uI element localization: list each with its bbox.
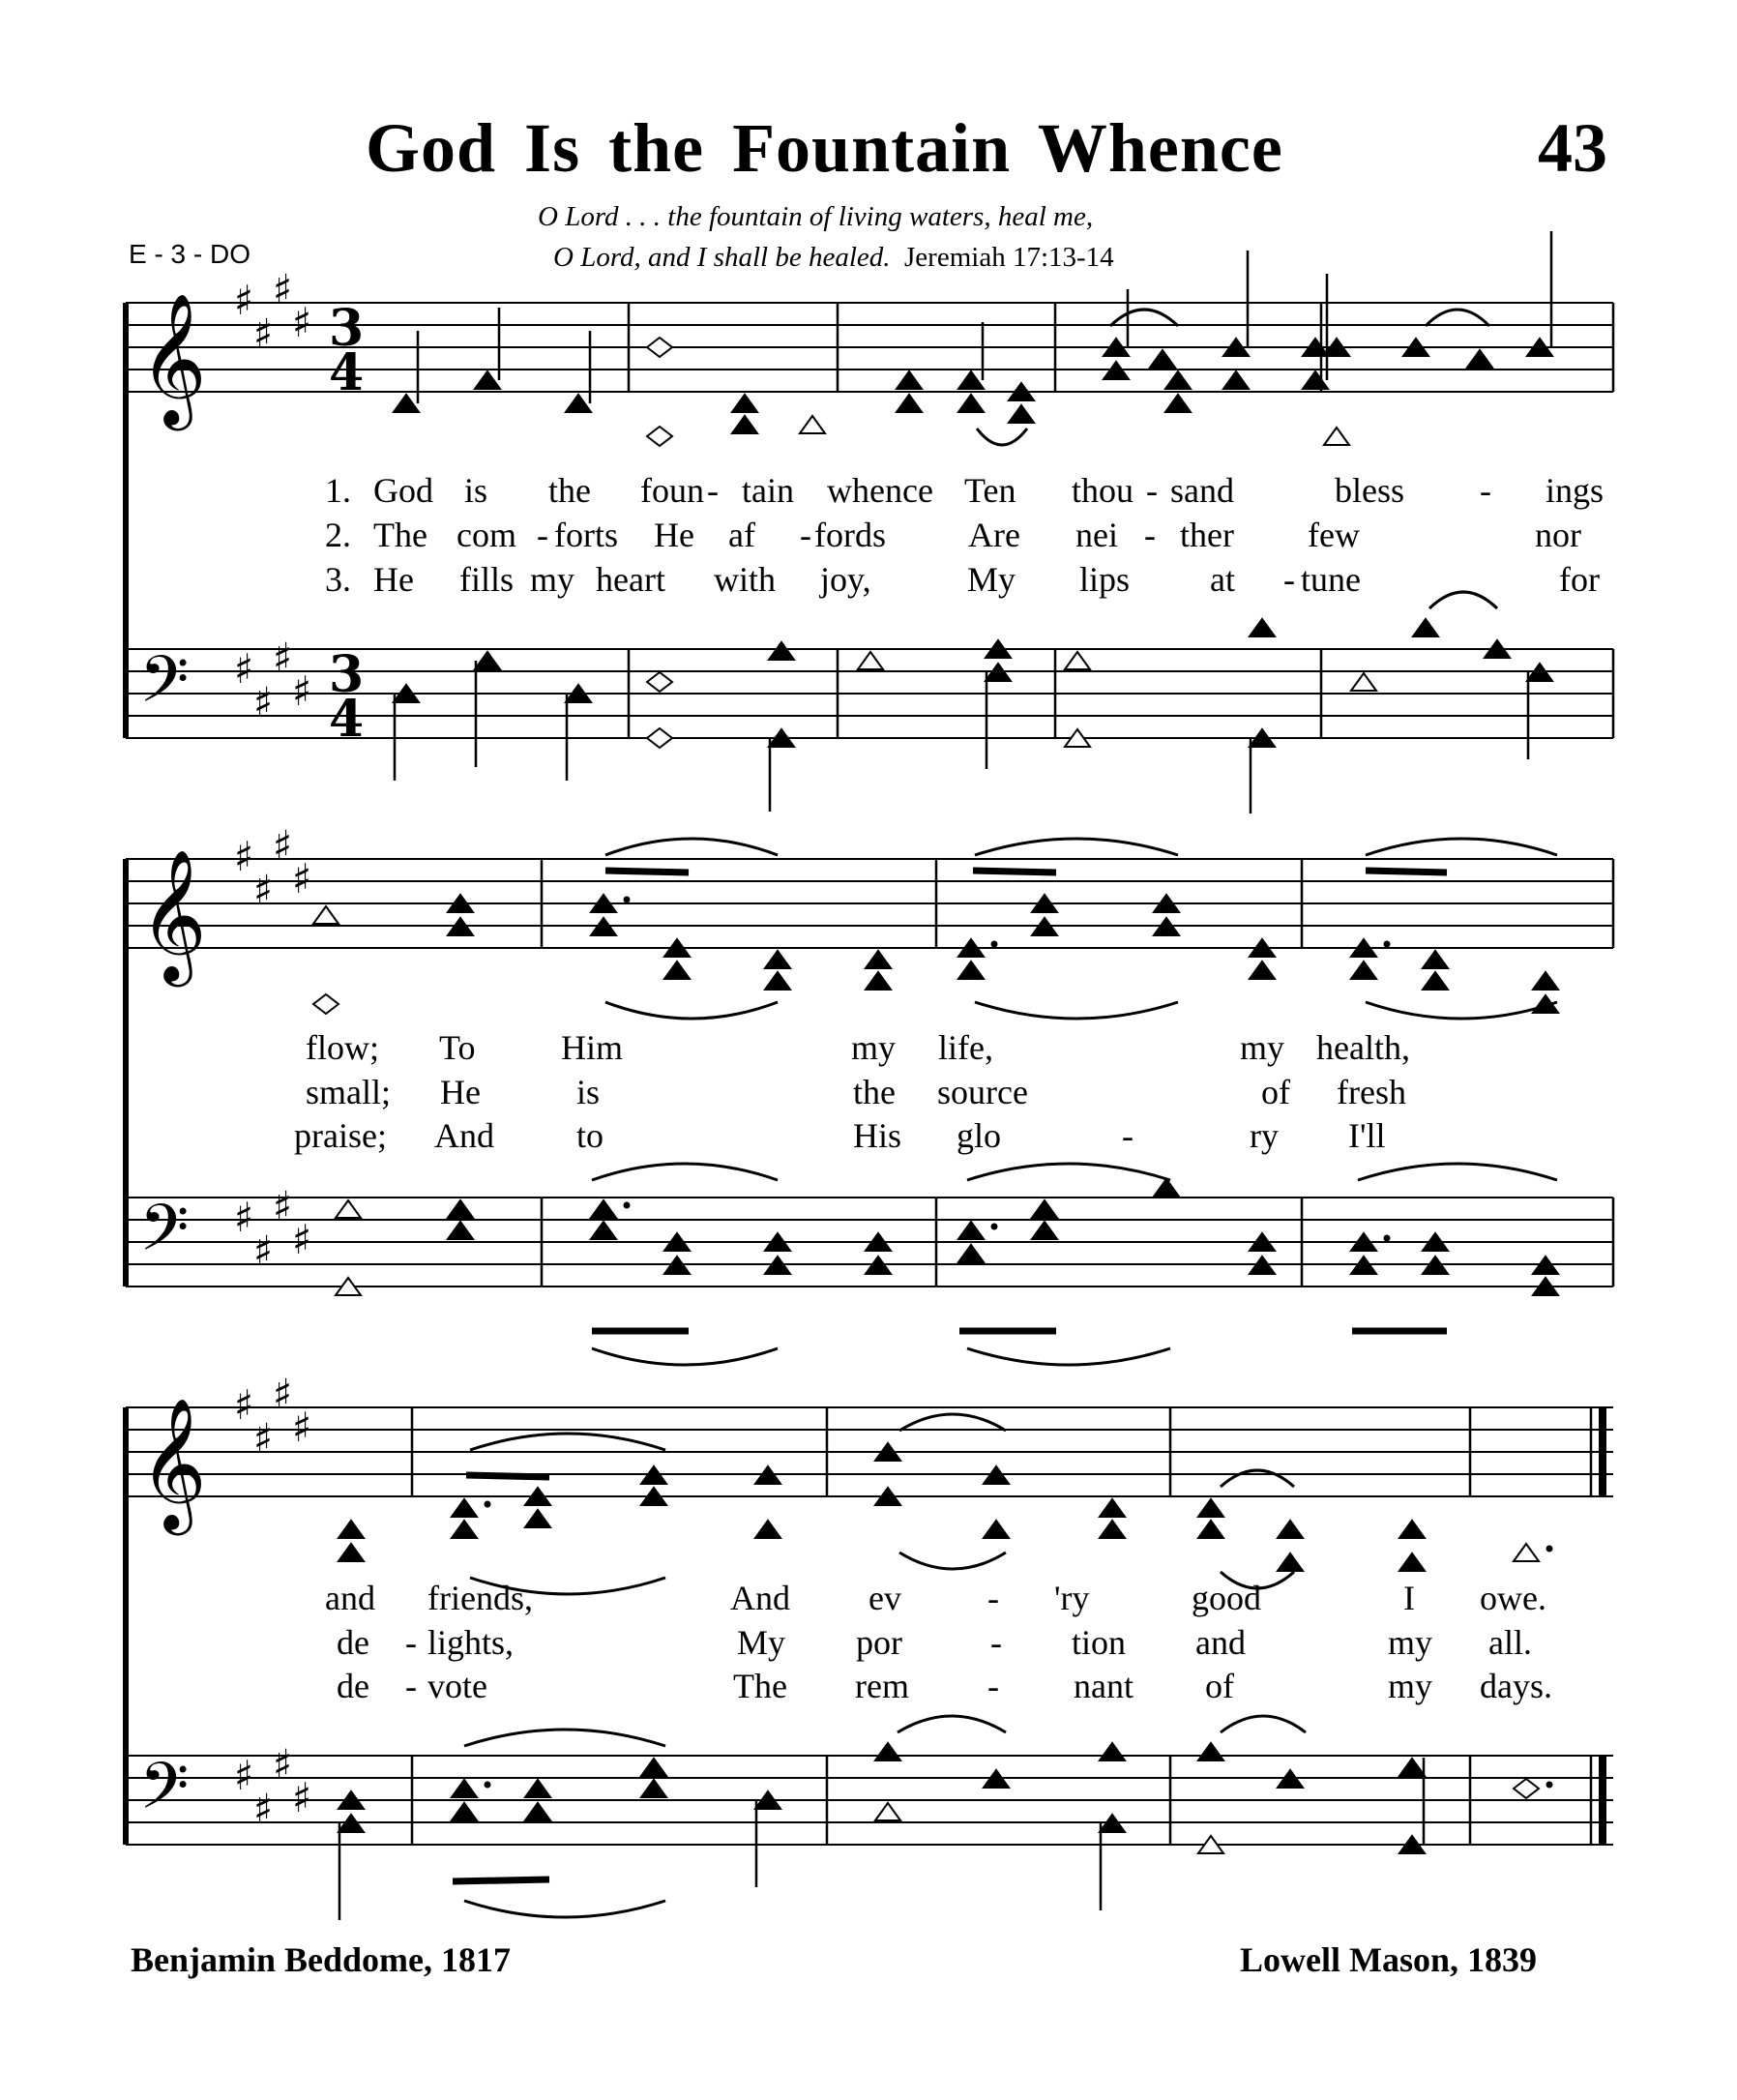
slur bbox=[470, 1434, 665, 1450]
lyric-syllable: - bbox=[987, 1667, 999, 1705]
note-head bbox=[958, 1222, 984, 1239]
lyric-syllable: at bbox=[1210, 560, 1235, 599]
sharp-icon: ♯ bbox=[253, 1414, 274, 1463]
lyric-syllable: praise; bbox=[294, 1116, 387, 1155]
note-head bbox=[732, 416, 757, 433]
note-head bbox=[1198, 1521, 1223, 1538]
beam bbox=[453, 1879, 549, 1881]
lyric-syllable: tain bbox=[742, 471, 794, 510]
lyric-syllable: nor bbox=[1535, 516, 1581, 554]
note-head bbox=[800, 416, 825, 433]
scripture-line-1: O Lord . . . the fountain of living waters, heal me, bbox=[538, 201, 1094, 232]
note-head bbox=[1100, 1743, 1125, 1760]
lyric-syllable: - bbox=[405, 1667, 417, 1705]
lyric-syllable: And bbox=[434, 1116, 494, 1155]
lyric-syllable: To bbox=[439, 1028, 476, 1067]
lyric-syllable: por bbox=[856, 1623, 902, 1662]
note-head bbox=[765, 972, 790, 990]
bass-clef-icon: 𝄢 bbox=[139, 1749, 190, 1839]
note-head bbox=[591, 1200, 616, 1218]
lyric-syllable: and bbox=[325, 1579, 375, 1617]
beam bbox=[466, 1475, 549, 1477]
lyric-syllable: 'ry bbox=[1054, 1579, 1090, 1617]
note-head bbox=[1351, 673, 1376, 691]
augmentation-dot bbox=[991, 941, 998, 948]
note-head bbox=[1154, 1179, 1179, 1197]
lyric-syllable: fresh bbox=[1337, 1073, 1406, 1111]
slur bbox=[592, 1348, 778, 1365]
lyric-syllable: - bbox=[537, 516, 548, 554]
hymn-number: 43 bbox=[1538, 109, 1607, 187]
lyric-syllable: days. bbox=[1480, 1667, 1552, 1705]
lyric-syllable: tune bbox=[1301, 560, 1361, 599]
lyric-syllable: - bbox=[1480, 471, 1491, 510]
note-head bbox=[1032, 1222, 1057, 1239]
note-head bbox=[664, 961, 690, 979]
augmentation-dot bbox=[1546, 1546, 1553, 1553]
note-head bbox=[1423, 951, 1448, 968]
note-head bbox=[897, 371, 922, 389]
lyric-syllable: good bbox=[1192, 1579, 1261, 1617]
note-head bbox=[1423, 972, 1448, 990]
lyric-syllable: - bbox=[405, 1623, 417, 1662]
slur bbox=[898, 1716, 1006, 1732]
slur bbox=[464, 1901, 665, 1917]
sharp-icon: ♯ bbox=[253, 1227, 274, 1275]
lyric-syllable: is bbox=[464, 471, 488, 510]
lyric-syllable: lips bbox=[1079, 560, 1131, 599]
music-credit: Lowell Mason, 1839 bbox=[1240, 1940, 1538, 1979]
lyric-syllable: He bbox=[654, 516, 694, 554]
lyric-syllable: He bbox=[440, 1073, 481, 1111]
treble-clef-icon: 𝄞 bbox=[139, 847, 207, 981]
note-head bbox=[1278, 1521, 1303, 1538]
slur bbox=[605, 839, 778, 855]
note-head bbox=[866, 951, 891, 968]
note-head bbox=[448, 1222, 473, 1239]
note-head bbox=[394, 395, 419, 412]
lyric-syllable: my bbox=[1388, 1667, 1433, 1705]
sharp-icon: ♯ bbox=[273, 265, 293, 313]
note-head bbox=[339, 1521, 364, 1538]
slur bbox=[967, 1164, 1170, 1180]
note-head bbox=[897, 395, 922, 412]
note-head bbox=[1399, 1759, 1425, 1776]
note-head bbox=[1198, 1499, 1223, 1517]
lyric-syllable: of bbox=[1205, 1667, 1234, 1705]
lyric-syllable: for bbox=[1559, 560, 1600, 599]
note-head bbox=[755, 1521, 780, 1538]
lyric-syllable: my bbox=[851, 1028, 897, 1067]
lyric-syllable: fills bbox=[459, 560, 515, 599]
note-head bbox=[1165, 395, 1191, 412]
lyric-syllable: rem bbox=[855, 1667, 909, 1705]
bass-clef-icon: 𝄢 bbox=[139, 642, 190, 732]
lyric-syllable: My bbox=[967, 560, 1016, 599]
note-head bbox=[1100, 1521, 1125, 1538]
beam bbox=[973, 871, 1056, 873]
time-signature-bottom: 4 bbox=[329, 690, 365, 749]
sharp-icon: ♯ bbox=[234, 645, 254, 693]
sharp-icon: ♯ bbox=[292, 855, 312, 902]
note-head bbox=[339, 1544, 364, 1561]
slur bbox=[1358, 1164, 1557, 1180]
lyric-syllable: af bbox=[728, 516, 755, 554]
note-head bbox=[958, 961, 984, 979]
note-head bbox=[732, 395, 757, 412]
augmentation-dot bbox=[1384, 941, 1391, 948]
sharp-icon: ♯ bbox=[234, 1194, 254, 1241]
note-head bbox=[866, 972, 891, 990]
lyric-syllable: bless bbox=[1335, 471, 1404, 510]
sharp-icon: ♯ bbox=[292, 299, 312, 346]
slur bbox=[1110, 310, 1178, 326]
slur bbox=[592, 1164, 778, 1180]
lyric-syllable: God bbox=[373, 471, 433, 510]
final-bar bbox=[1599, 1756, 1606, 1845]
note-head bbox=[475, 371, 500, 389]
note-head bbox=[769, 642, 794, 660]
slur bbox=[899, 1414, 1006, 1431]
lyric-syllable: ther bbox=[1180, 516, 1234, 554]
key-label: E - 3 - DO bbox=[129, 239, 251, 269]
augmentation-dot bbox=[991, 1224, 998, 1230]
slur bbox=[975, 839, 1178, 855]
lyric-syllable: owe. bbox=[1480, 1579, 1546, 1617]
slur bbox=[899, 1553, 1006, 1569]
note-head bbox=[452, 1803, 477, 1820]
lyric-syllable: ings bbox=[1546, 471, 1605, 510]
note-head bbox=[1250, 619, 1275, 636]
words-credit: Benjamin Beddome, 1817 bbox=[131, 1940, 512, 1979]
lyric-syllable: - bbox=[1146, 471, 1158, 510]
scripture-quote: O Lord, and I shall be healed. bbox=[553, 242, 891, 273]
note-head bbox=[1150, 350, 1175, 368]
lyric-syllable: My bbox=[737, 1623, 786, 1662]
lyric-syllable: the bbox=[853, 1073, 896, 1111]
lyric-syllable: 3. bbox=[325, 560, 351, 599]
note-head bbox=[1324, 428, 1349, 445]
lyric-syllable: ry bbox=[1250, 1116, 1279, 1155]
note-head bbox=[1467, 350, 1492, 368]
lyric-syllable: 1. bbox=[325, 471, 351, 510]
note-head bbox=[452, 1499, 477, 1517]
slur bbox=[1426, 310, 1489, 326]
note-head bbox=[1223, 371, 1249, 389]
sharp-icon: ♯ bbox=[273, 1370, 293, 1418]
slur bbox=[977, 429, 1027, 445]
lyric-syllable: I bbox=[1403, 1579, 1415, 1617]
augmentation-dot bbox=[1384, 1235, 1391, 1242]
lyric-syllable: of bbox=[1261, 1073, 1290, 1111]
sharp-icon: ♯ bbox=[273, 821, 293, 870]
lyric-syllable: friends, bbox=[427, 1579, 533, 1617]
beam bbox=[1366, 871, 1447, 873]
lyric-syllable: - bbox=[1122, 1116, 1133, 1155]
note-head bbox=[958, 1245, 984, 1262]
sharp-icon: ♯ bbox=[253, 866, 274, 914]
augmentation-dot bbox=[624, 897, 631, 903]
note-head bbox=[1278, 1553, 1303, 1571]
lyric-syllable: nei bbox=[1075, 516, 1118, 554]
sharp-icon: ♯ bbox=[234, 833, 254, 880]
lyric-syllable: whence bbox=[827, 471, 933, 510]
lyric-syllable: I'll bbox=[1348, 1116, 1386, 1155]
lyric-syllable: lights, bbox=[427, 1623, 515, 1662]
lyric-syllable: sand bbox=[1170, 471, 1234, 510]
lyric-syllable: Him bbox=[561, 1028, 624, 1067]
slur bbox=[605, 1002, 778, 1019]
note-head bbox=[525, 1510, 550, 1527]
sharp-icon: ♯ bbox=[292, 667, 312, 715]
slur bbox=[464, 1730, 665, 1746]
time-signature-top: 3 bbox=[329, 645, 365, 704]
lyric-syllable: fords bbox=[814, 516, 886, 554]
sharp-icon: ♯ bbox=[292, 1774, 312, 1821]
sharp-icon: ♯ bbox=[292, 1216, 312, 1263]
lyric-syllable: The bbox=[373, 516, 427, 554]
lyric-syllable: health, bbox=[1316, 1028, 1410, 1067]
note-head bbox=[1250, 961, 1275, 979]
note-head bbox=[448, 1200, 473, 1218]
lyric-syllable: - bbox=[800, 516, 811, 554]
lyric-syllable: nant bbox=[1074, 1667, 1133, 1705]
sharp-icon: ♯ bbox=[253, 310, 274, 358]
slur bbox=[1366, 1002, 1557, 1019]
note-head bbox=[1514, 1779, 1539, 1798]
lyric-syllable: - bbox=[990, 1623, 1002, 1662]
note-head bbox=[641, 1759, 666, 1776]
note-head bbox=[1413, 619, 1438, 636]
lyric-syllable: few bbox=[1308, 516, 1360, 554]
lyric-syllable: the bbox=[548, 471, 591, 510]
sharp-icon: ♯ bbox=[273, 1740, 293, 1789]
lyric-syllable: with bbox=[714, 560, 777, 599]
scripture-reference: Jeremiah 17:13-14 bbox=[904, 242, 1114, 273]
note-head bbox=[647, 338, 672, 357]
lyric-syllable: heart bbox=[596, 560, 665, 599]
lyric-syllable: foun bbox=[640, 471, 704, 510]
augmentation-dot bbox=[485, 1782, 491, 1789]
slur bbox=[967, 1348, 1170, 1365]
lyric-syllable: - bbox=[987, 1579, 999, 1617]
note-head bbox=[525, 1803, 550, 1820]
sharp-icon: ♯ bbox=[234, 277, 254, 324]
lyric-syllable: forts bbox=[554, 516, 618, 554]
lyric-syllable: de bbox=[337, 1667, 369, 1705]
augmentation-dot bbox=[485, 1501, 491, 1508]
lyric-syllable: thou bbox=[1072, 471, 1134, 510]
time-signature-bottom: 4 bbox=[329, 343, 365, 402]
note-head bbox=[1065, 652, 1090, 669]
lyric-syllable: Ten bbox=[964, 471, 1016, 510]
sharp-icon: ♯ bbox=[292, 1404, 312, 1451]
lyric-syllable: 2. bbox=[325, 516, 351, 554]
bass-clef-icon: 𝄢 bbox=[139, 1191, 190, 1281]
lyric-syllable: de bbox=[337, 1623, 369, 1662]
lyric-syllable: all. bbox=[1488, 1623, 1532, 1662]
sharp-icon: ♯ bbox=[273, 1182, 293, 1230]
note-head bbox=[958, 395, 984, 412]
note-head bbox=[1514, 1544, 1539, 1561]
lyric-syllable: small; bbox=[306, 1073, 391, 1111]
note-head bbox=[1533, 972, 1558, 990]
final-bar bbox=[1599, 1407, 1606, 1496]
note-head bbox=[1032, 1200, 1057, 1218]
note-head bbox=[313, 994, 339, 1014]
note-head bbox=[336, 1200, 361, 1218]
lyric-syllable: The bbox=[733, 1667, 787, 1705]
sharp-icon: ♯ bbox=[234, 1752, 254, 1799]
lyric-syllable: vote bbox=[427, 1667, 487, 1705]
note-head bbox=[1165, 371, 1191, 389]
lyric-syllable: - bbox=[1283, 560, 1295, 599]
note-head bbox=[452, 1521, 477, 1538]
augmentation-dot bbox=[624, 1202, 631, 1209]
lyric-syllable: is bbox=[576, 1073, 601, 1111]
lyric-syllable: to bbox=[576, 1116, 604, 1155]
note-head bbox=[1399, 1553, 1425, 1571]
lyric-syllable: ev bbox=[868, 1579, 901, 1617]
lyric-syllable: - bbox=[1144, 516, 1156, 554]
note-head bbox=[1399, 1521, 1425, 1538]
sharp-icon: ♯ bbox=[234, 1381, 254, 1429]
lyric-syllable: my bbox=[530, 560, 575, 599]
note-head bbox=[647, 672, 672, 692]
note-head bbox=[452, 1780, 477, 1797]
time-signature-top: 3 bbox=[329, 299, 365, 358]
note-head bbox=[765, 951, 790, 968]
note-head bbox=[1351, 961, 1376, 979]
slur bbox=[1221, 1716, 1306, 1732]
hymn-title: God Is the Fountain Whence bbox=[366, 109, 1283, 187]
note-head bbox=[1100, 1499, 1125, 1517]
lyric-syllable: joy, bbox=[820, 560, 871, 599]
lyric-syllable: my bbox=[1388, 1623, 1433, 1662]
lyric-syllable: Are bbox=[968, 516, 1020, 554]
lyric-syllable: His bbox=[853, 1116, 902, 1155]
note-head bbox=[313, 906, 339, 924]
lyric-syllable: tion bbox=[1072, 1623, 1127, 1662]
lyric-syllable: com bbox=[456, 516, 516, 554]
lyric-syllable: life, bbox=[938, 1028, 993, 1067]
slur bbox=[1429, 592, 1497, 608]
lyric-syllable: source bbox=[937, 1073, 1028, 1111]
note-head bbox=[647, 427, 672, 446]
sharp-icon: ♯ bbox=[253, 1785, 274, 1833]
treble-clef-icon: 𝄞 bbox=[139, 291, 207, 425]
augmentation-dot bbox=[1546, 1782, 1553, 1789]
lyric-syllable: and bbox=[1195, 1623, 1246, 1662]
note-head bbox=[858, 652, 883, 669]
lyric-syllable: my bbox=[1240, 1028, 1285, 1067]
note-head bbox=[958, 371, 984, 389]
note-head bbox=[875, 1743, 900, 1760]
note-head bbox=[1009, 405, 1034, 423]
sharp-icon: ♯ bbox=[253, 678, 274, 726]
note-head bbox=[641, 1780, 666, 1797]
slur bbox=[975, 1002, 1178, 1019]
note-head bbox=[1303, 371, 1328, 389]
note-head bbox=[1198, 1743, 1223, 1760]
sharp-icon: ♯ bbox=[273, 634, 293, 682]
lyric-syllable: flow; bbox=[306, 1028, 379, 1067]
note-head bbox=[566, 395, 591, 412]
note-head bbox=[591, 1222, 616, 1239]
note-head bbox=[647, 728, 672, 748]
note-head bbox=[875, 1803, 900, 1820]
lyric-syllable: glo bbox=[957, 1116, 1002, 1155]
lyric-syllable: And bbox=[730, 1579, 790, 1617]
slur bbox=[1366, 839, 1557, 855]
slur bbox=[1221, 1470, 1294, 1487]
note-head bbox=[525, 1780, 550, 1797]
lyric-syllable: - bbox=[707, 471, 719, 510]
note-head bbox=[475, 652, 500, 669]
lyric-syllable: He bbox=[373, 560, 414, 599]
treble-clef-icon: 𝄞 bbox=[139, 1396, 207, 1529]
note-head bbox=[984, 1521, 1009, 1538]
beam bbox=[605, 871, 689, 873]
